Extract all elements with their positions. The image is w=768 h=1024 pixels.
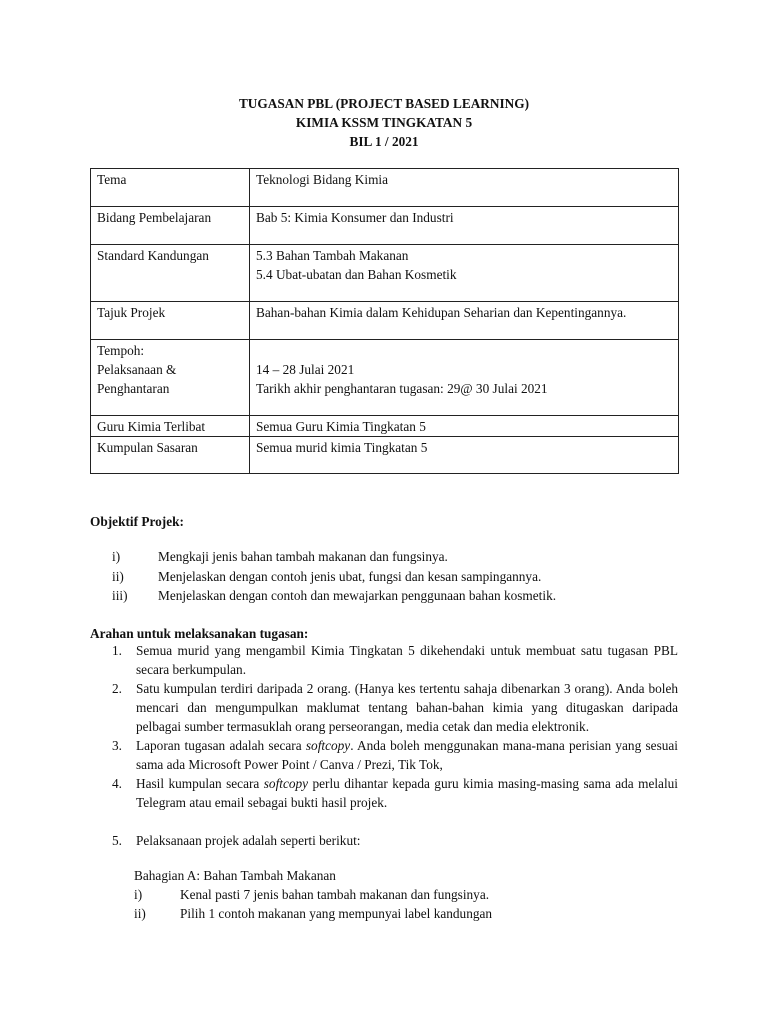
table-row — [91, 437, 679, 474]
item-number: 4. — [112, 776, 122, 791]
item-number: 2. — [112, 681, 122, 696]
bahagian-heading: Bahagian A: Bahan Tambah Makanan — [134, 868, 336, 883]
title-line-3: BIL 1 / 2021 — [349, 134, 419, 149]
item-text — [136, 776, 678, 810]
item-number: i) — [134, 887, 143, 902]
item-text: Kenal pasti 7 jenis bahan tambah makanan dan fungsinya. — [180, 887, 490, 902]
item-text: Semua murid yang mengambil Kimia Tingkatan 5 dikehendaki untuk membuat satu tugasan PBL secara berkumpulan. — [136, 643, 678, 677]
objektif-list — [90, 547, 690, 606]
table-row — [91, 207, 679, 245]
item-text: Menjelaskan dengan contoh dan mewajarkan penggunaan bahan kosmetik. — [158, 588, 557, 603]
row-value — [250, 169, 679, 207]
item-number: iii) — [112, 588, 128, 603]
label-line: Pelaksanaan & — [97, 362, 177, 377]
emphasis-text: softcopy — [263, 776, 309, 791]
row-value — [250, 416, 679, 437]
value-line: 14 – 28 Julai 2021 — [256, 362, 355, 377]
row-label: Kumpulan Sasaran — [91, 437, 250, 474]
value-line: Semua Guru Kimia Tingkatan 5 — [256, 419, 426, 434]
list-item — [134, 904, 694, 923]
project-info-table — [90, 168, 679, 474]
value-line: Semua murid kimia Tingkatan 5 — [256, 440, 428, 455]
item-text: Pelaksanaan projek adalah seperti berikut: — [136, 833, 361, 848]
label-line: Tempoh: — [97, 343, 145, 358]
value-line: 5.4 Ubat-ubatan dan Bahan Kosmetik — [256, 267, 457, 282]
list-item — [134, 885, 694, 904]
emphasis-text: softcopy — [305, 738, 351, 753]
item-number: 5. — [112, 833, 122, 848]
title-line-2: KIMIA KSSM TINGKATAN 5 — [295, 115, 473, 130]
item-number: i) — [112, 549, 121, 564]
list-item — [90, 641, 678, 679]
list-item — [90, 736, 678, 774]
value-line: Bahan-bahan Kimia dalam Kehidupan Seharian dan Kepentingannya. — [256, 305, 627, 320]
value-line: Tarikh akhir penghantaran tugasan: 29@ 30 Julai 2021 — [256, 381, 548, 396]
spacer — [90, 812, 678, 831]
row-label: Tajuk Projek — [91, 302, 250, 340]
row-label: Standard Kandungan — [91, 245, 250, 302]
title-line-1: TUGASAN PBL (PROJECT BASED LEARNING) — [238, 96, 530, 111]
table-row — [91, 302, 679, 340]
bahagian-a-section — [134, 866, 694, 923]
item-text: Menjelaskan dengan contoh jenis ubat, fungsi dan kesan sampingannya. — [158, 568, 542, 584]
row-label: Tema — [91, 169, 250, 207]
item-number: ii) — [112, 568, 124, 584]
row-value — [250, 207, 679, 245]
label-line: Penghantaran — [97, 381, 170, 396]
value-line: 5.3 Bahan Tambah Makanan — [256, 248, 409, 263]
table-row — [91, 169, 679, 207]
row-value — [250, 437, 679, 474]
arahan-heading: Arahan untuk melaksanakan tugasan: — [90, 626, 309, 641]
row-label — [91, 340, 250, 416]
list-item — [90, 831, 678, 850]
value-line: Bab 5: Kimia Konsumer dan Industri — [256, 210, 454, 225]
row-value — [250, 340, 679, 416]
objektif-heading: Objektif Projek: — [90, 514, 184, 529]
list-item — [90, 586, 690, 606]
item-text: Pilih 1 contoh makanan yang mempunyai label kandungan — [180, 906, 493, 921]
text-part: Laporan tugasan adalah secara — [136, 738, 306, 753]
item-number: 3. — [112, 738, 122, 753]
text-part: Hasil kumpulan secara — [136, 776, 264, 791]
list-item — [90, 774, 678, 812]
row-label: Bidang Pembelajaran — [91, 207, 250, 245]
table-row — [91, 245, 679, 302]
document-title — [0, 94, 768, 151]
list-item — [90, 679, 678, 736]
item-text — [136, 738, 678, 772]
value-line — [256, 341, 672, 360]
row-value — [250, 245, 679, 302]
item-number: 1. — [112, 643, 122, 658]
list-item — [90, 547, 690, 567]
item-number: ii) — [134, 906, 146, 921]
list-item — [90, 567, 690, 587]
arahan-list — [90, 641, 678, 850]
item-text: Mengkaji jenis bahan tambah makanan dan fungsinya. — [158, 549, 448, 564]
text-part: . Anda boleh menggunakan mana-mana perisian yang sesuai sama ada Microsoft Power Point / Canva / Prezi, Tik Tok, — [136, 738, 678, 772]
table-row — [91, 416, 679, 437]
text-part: perlu dihantar kepada guru kimia masing-masing sama ada melalui Telegram atau email sebagai bukti hasil projek. — [136, 776, 678, 810]
value-line: Teknologi Bidang Kimia — [256, 172, 389, 187]
item-text: Satu kumpulan terdiri daripada 2 orang. (Hanya kes tertentu sahaja dibenarkan 3 orang). Anda boleh mencari dan mengumpulkan maklumat tentang bahan-bahan kimia yang ditugaskan daripada pelbagai sumber termasuklah orang perseorangan, media cetak dan media elektronik. — [136, 681, 678, 734]
row-label: Guru Kimia Terlibat — [91, 416, 250, 437]
row-value — [250, 302, 679, 340]
table-row — [91, 340, 679, 416]
